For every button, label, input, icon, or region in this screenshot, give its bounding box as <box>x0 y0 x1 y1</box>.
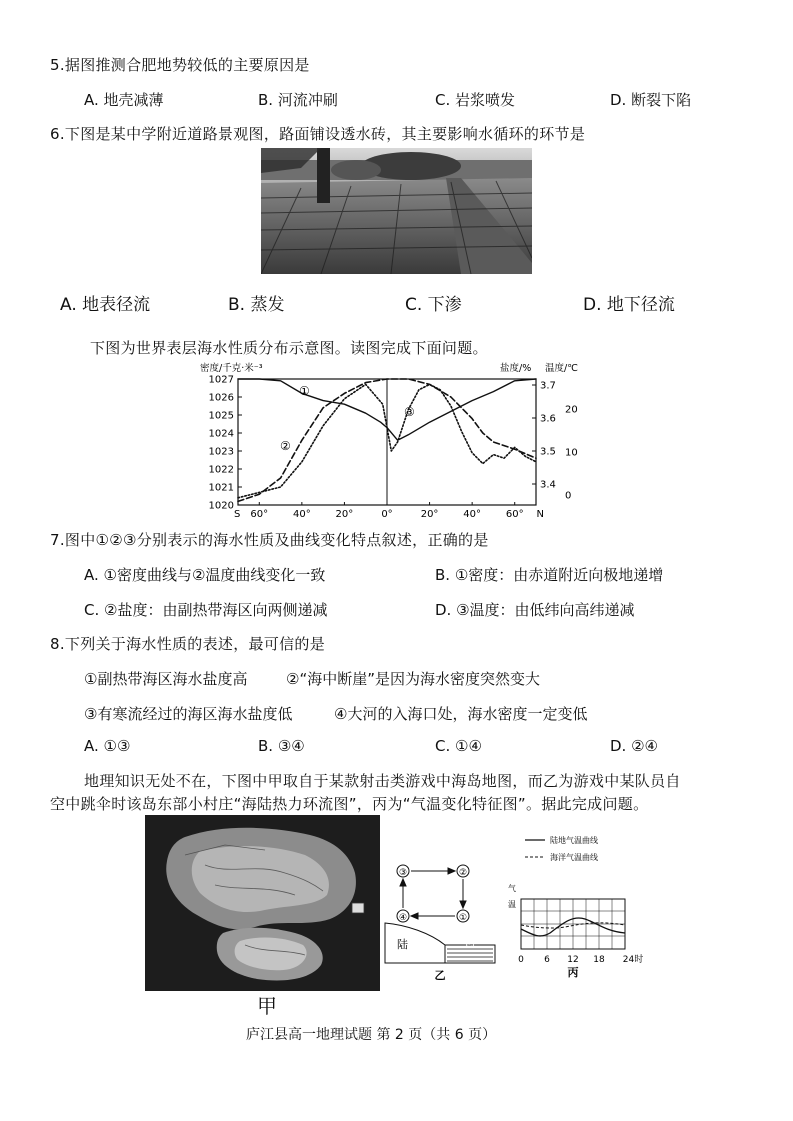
island-map <box>145 815 380 991</box>
game-figures <box>145 815 655 1020</box>
x-tick-label: 40° <box>463 509 482 518</box>
circulation-diagram <box>385 865 495 982</box>
curve-label-3: ③ <box>404 405 415 419</box>
sea-label: 海 <box>465 935 476 948</box>
x-tick-label: N <box>536 509 544 518</box>
density-tick-label: 1025 <box>208 410 234 422</box>
circ-label-4: ④ <box>398 913 408 923</box>
q8-option-d: D. ②④ <box>610 737 658 755</box>
intro-game-line-1: 地理知识无处不在，下图中甲取自于某款射击类游戏中海岛地图，而乙为游戏中某队员自 <box>84 772 681 790</box>
q7-option-b: B. ①密度：由赤道附近向极地递增 <box>435 566 664 584</box>
q8-statement-3: ③有寒流经过的海区海水盐度低 <box>84 705 293 723</box>
temp-x-tick-12: 12 <box>567 955 579 965</box>
fig-jia-label: 甲 <box>257 994 277 1018</box>
x-tick-label: 20° <box>420 509 439 518</box>
q5-option-d: D. 断裂下陷 <box>610 91 692 109</box>
q6-option-d: D. 地下径流 <box>583 295 675 315</box>
q8-option-c: C. ①④ <box>435 737 482 755</box>
density-tick-label: 1027 <box>208 374 234 386</box>
q5-option-c: C. 岩浆喷发 <box>435 91 516 109</box>
temperature-ticks <box>565 405 578 502</box>
fig-yi-label: 乙 <box>434 969 446 982</box>
q6-stem: 6.下图是某中学附近道路景观图，路面铺设透水砖，其主要影响水循环的环节是 <box>50 125 586 143</box>
q5-stem: 5.据图推测合肥地势较低的主要原因是 <box>50 56 310 74</box>
sea-water-chart-svg <box>200 360 595 518</box>
q6-option-a: A. 地表径流 <box>60 295 151 315</box>
temperature-tick-label: 10 <box>565 447 578 459</box>
temp-x-tick-18: 18 <box>593 955 605 965</box>
legend-sea-curve: 海洋气温曲线 <box>550 853 598 862</box>
temperature-tick-label: 0 <box>565 490 572 502</box>
road-photo <box>261 148 532 274</box>
density-tick-label: 1021 <box>208 482 234 494</box>
q8-statement-2: ②“海中断崖”是因为海水密度突然变大 <box>286 670 540 688</box>
q8-stem: 8.下列关于海水性质的表述，最可信的是 <box>50 635 326 653</box>
q7-option-c: C. ②盐度：由副热带海区向两侧递减 <box>84 601 328 619</box>
temperature-axis-label: 温度/℃ <box>545 363 578 374</box>
q7-stem: 7.图中①②③分别表示的海水性质及曲线变化特点叙述，正确的是 <box>50 531 489 549</box>
temp-x-tick-24: 24时 <box>622 955 644 965</box>
legend-land-curve: 陆地气温曲线 <box>550 836 598 845</box>
q5-option-b: B. 河流冲刷 <box>258 91 338 109</box>
density-tick-label: 1024 <box>208 428 234 440</box>
q8-statement-1: ①副热带海区海水盐度高 <box>84 670 248 688</box>
circ-label-1: ① <box>458 913 468 923</box>
circ-label-2: ② <box>458 868 468 878</box>
fig-bing-label: 丙 <box>567 966 579 979</box>
x-tick-label: 60° <box>250 509 269 518</box>
x-axis-ticks <box>234 502 544 518</box>
temp-axis-char-2: 温 <box>508 900 516 909</box>
q8-option-b: B. ③④ <box>258 737 305 755</box>
road-photo-image <box>261 148 532 274</box>
circ-label-3: ③ <box>398 868 408 878</box>
temp-x-tick-6: 6 <box>544 955 550 965</box>
density-ticks <box>209 375 242 512</box>
temp-axis-char-1: 气 <box>508 884 516 893</box>
temperature-chart <box>508 835 643 979</box>
intro-game-line-2: 空中跳伞时该岛东部小村庄“海陆热力环流图”，丙为“气温变化特征图”。据此完成问题。 <box>50 795 649 813</box>
intro-sea-water: 下图为世界表层海水性质分布示意图。读图完成下面问题。 <box>90 339 488 357</box>
salinity-tick-label: 3.4 <box>540 479 556 491</box>
x-tick-label: S <box>234 509 241 518</box>
q5-option-a: A. 地壳减薄 <box>84 91 164 109</box>
game-figures-svg <box>145 815 655 1020</box>
x-tick-label: 40° <box>292 509 311 518</box>
temperature-tick-label: 20 <box>565 404 578 416</box>
density-tick-label: 1020 <box>208 500 234 512</box>
temp-x-tick-0: 0 <box>518 955 524 965</box>
q8-statement-4: ④大河的入海口处，海水密度一定变低 <box>334 705 588 723</box>
sea-water-chart <box>200 360 595 518</box>
q7-option-d: D. ③温度：由低纬向高纬递减 <box>435 601 635 619</box>
salinity-tick-label: 3.6 <box>540 413 556 425</box>
x-tick-label: 20° <box>335 509 354 518</box>
land-label: 陆 <box>397 938 408 951</box>
salinity-tick-label: 3.5 <box>540 446 556 458</box>
q6-option-c: C. 下渗 <box>405 295 462 315</box>
curve-label-1: ① <box>299 384 310 398</box>
density-tick-label: 1023 <box>208 446 234 458</box>
page-footer: 庐江县高一地理试题 第 2 页（共 6 页） <box>246 1027 497 1043</box>
curve-label-2: ② <box>280 439 291 453</box>
salinity-tick-label: 3.7 <box>540 380 556 392</box>
salinity-axis-label: 盐度/% <box>500 363 532 374</box>
x-tick-label: 0° <box>381 509 393 518</box>
q7-option-a: A. ①密度曲线与②温度曲线变化一致 <box>84 566 326 584</box>
density-tick-label: 1022 <box>208 464 234 476</box>
density-tick-label: 1026 <box>208 392 234 404</box>
q6-option-b: B. 蒸发 <box>228 295 285 315</box>
q8-option-a: A. ①③ <box>84 737 131 755</box>
density-axis-label: 密度/千克·米⁻³ <box>200 363 263 374</box>
x-tick-label: 60° <box>505 509 524 518</box>
